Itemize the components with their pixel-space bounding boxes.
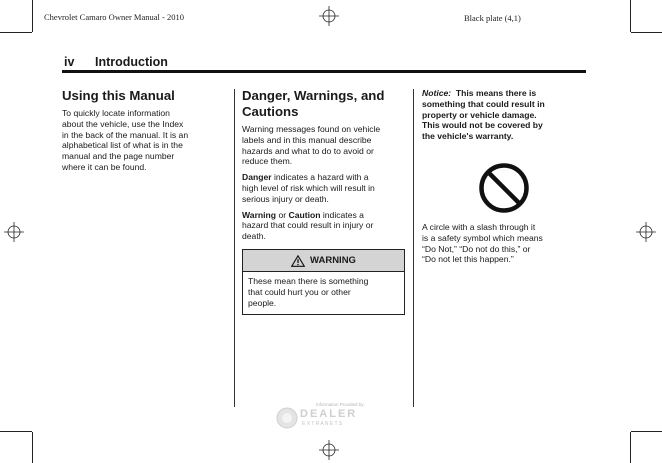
warning-box-header	[243, 250, 404, 272]
text-line: hazards and what to do to avoid or	[242, 145, 374, 156]
crop-mark-top-right-h	[631, 32, 662, 33]
dealer-watermark	[276, 402, 386, 432]
print-header-right: Black plate (4,1)	[464, 13, 521, 23]
warning-box-body	[243, 272, 404, 312]
registration-mark-left-icon	[4, 222, 24, 242]
heading-using-this-manual: Using this Manual	[62, 88, 175, 103]
watermark-brand: DEALER	[300, 408, 358, 420]
watermark-small-text: Information Provided by:	[316, 402, 365, 407]
text-line	[422, 88, 582, 99]
text-line: is a safety symbol which means	[422, 232, 543, 243]
text-line: These mean there is something	[248, 276, 369, 286]
page-number: iv	[64, 55, 75, 69]
column-using-manual	[62, 88, 230, 173]
heading-danger-warnings-line2: Cautions	[242, 104, 299, 119]
warning-triangle-icon	[291, 255, 305, 267]
text-line: reduce them.	[242, 156, 293, 167]
text-line: that could hurt you or other	[248, 286, 351, 297]
no-symbol-icon	[478, 162, 530, 214]
warning-caution-paragraph	[242, 210, 410, 242]
warning-label: WARNING	[310, 255, 356, 266]
text-line: “Do not let this happen.”	[422, 254, 514, 265]
text-line: high level of risk which will result in	[242, 182, 375, 193]
crop-mark-bottom-left-h	[0, 431, 32, 432]
crop-mark-bottom-right-v	[630, 432, 631, 463]
text-line: A circle with a slash through it	[422, 222, 536, 232]
notice-paragraph	[422, 88, 582, 142]
text-line	[242, 172, 410, 183]
text-line: This would not be covered by	[422, 120, 543, 131]
warnings-intro-paragraph	[242, 124, 410, 167]
text-line: something that could result in	[422, 98, 545, 109]
text-line: hazard that could result in injury or	[242, 220, 374, 231]
text-line: To quickly locate information	[62, 108, 170, 118]
or-word: or	[276, 209, 289, 220]
text-line: manual and the page number	[62, 151, 175, 162]
crop-mark-top-left-h	[0, 32, 32, 33]
text-line: alphabetical list of what is in the	[62, 140, 183, 151]
text-line: “Do Not,” “Do not do this,” or	[422, 243, 531, 254]
using-manual-paragraph	[62, 108, 230, 173]
column-notice	[422, 88, 582, 142]
warning-box	[242, 249, 405, 315]
crop-mark-top-right-v	[630, 0, 631, 32]
text-line: property or vehicle damage.	[422, 109, 537, 120]
symbol-paragraph	[422, 222, 582, 265]
text-line: serious injury or death.	[242, 193, 329, 204]
danger-paragraph	[242, 172, 410, 204]
danger-term: Danger	[242, 172, 272, 183]
section-title: Introduction	[95, 55, 168, 69]
text-line	[242, 210, 410, 221]
text-line: the vehicle's warranty.	[422, 131, 514, 142]
danger-text: indicates a hazard with a	[271, 172, 369, 183]
text-line: labels and in this manual describe	[242, 134, 372, 145]
warning-term: Warning	[242, 209, 277, 220]
caution-term: Caution	[288, 209, 321, 220]
section-divider	[62, 70, 586, 73]
watermark-sub: E X T R A N E T S	[302, 421, 343, 427]
text-line: where it can be found.	[62, 161, 147, 172]
registration-mark-bottom-icon	[319, 440, 339, 460]
text-line: Warning messages found on vehicle	[242, 124, 381, 134]
column-rule-1	[234, 89, 235, 407]
print-header-left: Chevrolet Camaro Owner Manual - 2010	[44, 12, 184, 22]
column-rule-2	[413, 89, 414, 407]
crop-mark-bottom-right-h	[631, 431, 662, 432]
registration-mark-right-icon	[636, 222, 656, 242]
text-line: about the vehicle, use the Index	[62, 118, 184, 129]
registration-mark-top-icon	[319, 6, 339, 26]
column-danger-warnings	[242, 88, 410, 242]
text-line: in the back of the manual. It is an	[62, 129, 189, 140]
crop-mark-top-left-v	[32, 0, 33, 32]
text-line: people.	[248, 297, 277, 308]
notice-label: Notice:	[422, 88, 452, 98]
notice-text: This means there is	[451, 88, 537, 98]
dealer-logo-icon	[276, 407, 298, 429]
crop-mark-bottom-left-v	[32, 432, 33, 463]
text-line: death.	[242, 231, 266, 242]
heading-danger-warnings-line1: Danger, Warnings, and	[242, 88, 385, 103]
warning-caution-text: indicates a	[320, 209, 364, 220]
